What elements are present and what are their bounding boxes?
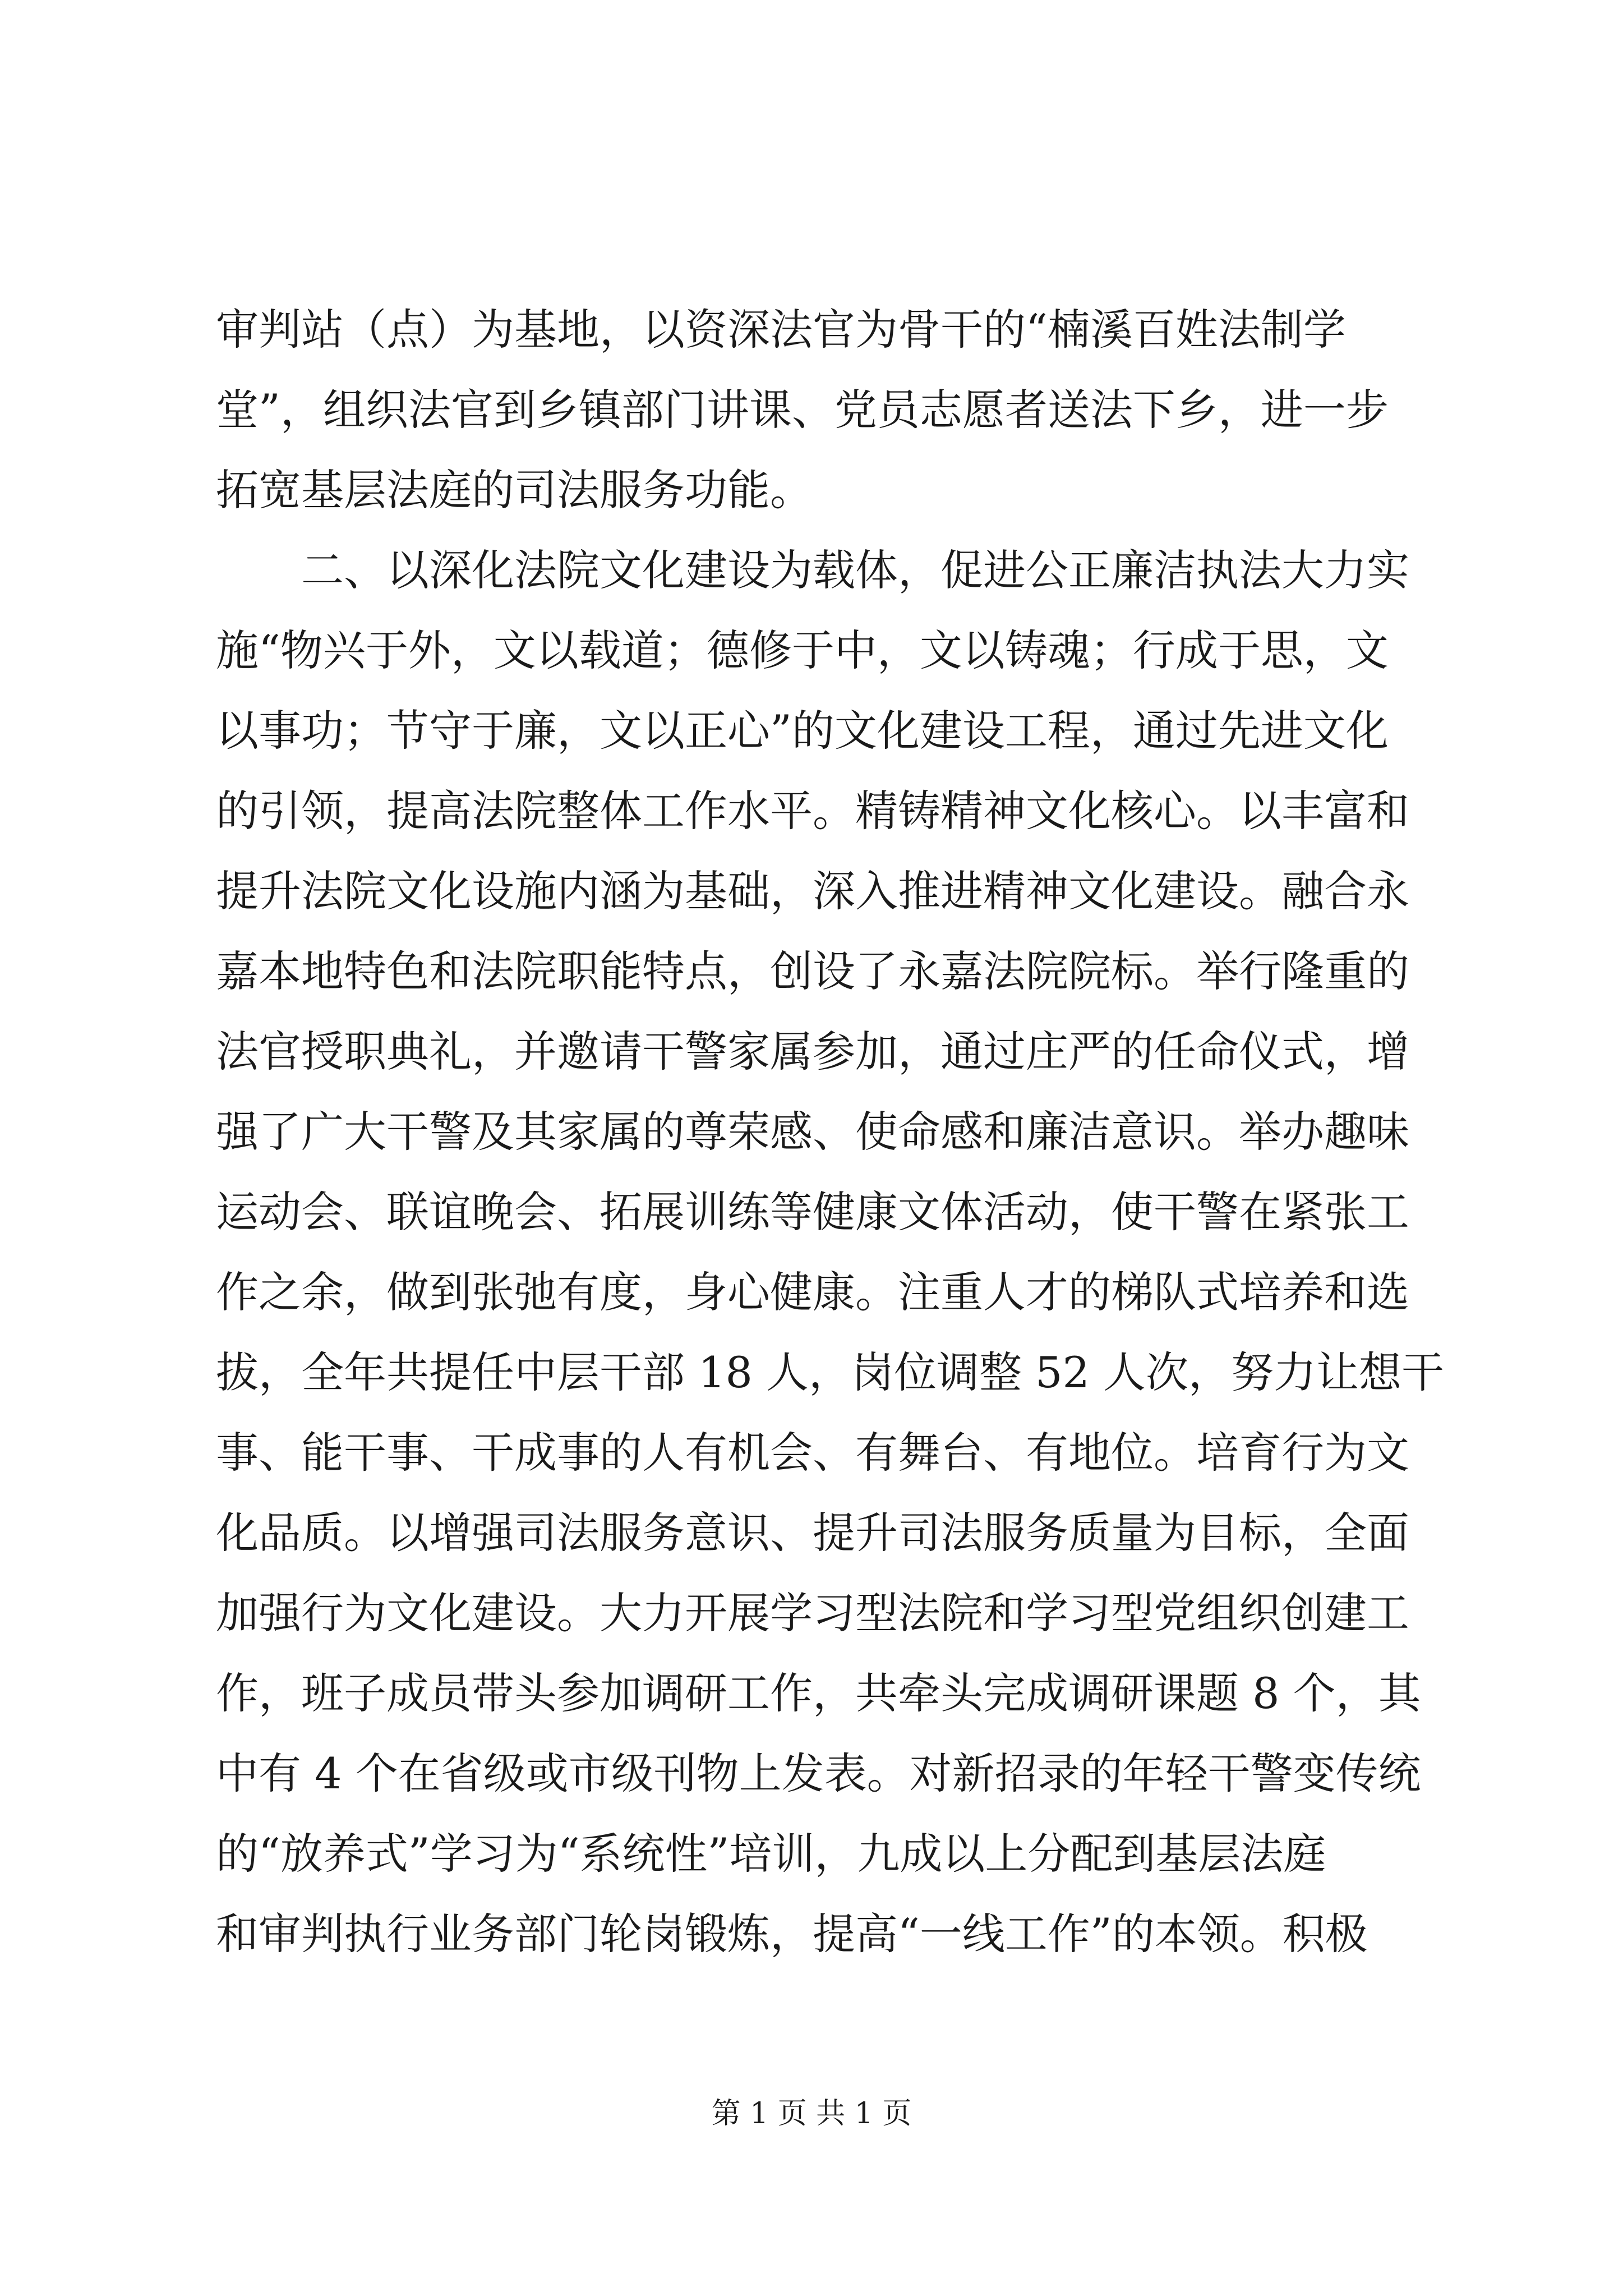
text-line: 堂”，组织法官到乡镇部门讲课、党员志愿者送法下乡，进一步 [216,385,1389,435]
text-line: 强了广大干警及其家属的尊荣感、使命感和廉洁意识。举办趣味 [216,1107,1409,1157]
text-line: 和审判执行业务部门轮岗锻炼，提高“一线工作”的本领。积极 [216,1909,1368,1959]
text-line: 拔，全年共提任中层干部 18 人，岗位调整 52 人次，努力让想干 [216,1347,1445,1397]
text-line: 法官授职典礼，并邀请干警家属参加，通过庄严的任命仪式，增 [216,1027,1409,1076]
text-line: 施“物兴于外，文以载道；德修于中，文以铸魂；行成于思，文 [216,625,1389,675]
text-line: 审判站（点）为基地，以资深法官为骨干的“楠溪百姓法制学 [216,305,1346,355]
text-line: 化品质。以增强司法服务意识、提升司法服务质量为目标，全面 [216,1508,1409,1558]
text-line: 运动会、联谊晚会、拓展训练等健康文体活动，使干警在紧张工 [216,1187,1409,1237]
page-footer: 第 1 页 共 1 页 [711,2097,912,2131]
text-line: 的引领，提高法院整体工作水平。精铸精神文化核心。以丰富和 [216,786,1409,836]
text-line: 加强行为文化建设。大力开展学习型法院和学习型党组织创建工 [216,1588,1409,1638]
text-line: 作，班子成员带头参加调研工作，共牵头完成调研课题 8 个，其 [216,1668,1421,1718]
text-line: 提升法院文化设施内涵为基础，深入推进精神文化建设。融合永 [216,866,1409,916]
text-line: 二、以深化法院文化建设为载体，促进公正廉洁执法大力实 [216,545,1409,595]
text-line: 作之余，做到张弛有度，身心健康。注重人才的梯队式培养和选 [216,1267,1409,1317]
text-line: 拓宽基层法庭的司法服务功能。 [216,465,813,515]
text-line: 以事功；节守于廉，文以正心”的文化建设工程，通过先进文化 [216,706,1389,756]
text-line: 嘉本地特色和法院职能特点，创设了永嘉法院院标。举行隆重的 [216,946,1409,996]
text-line: 的“放养式”学习为“系统性”培训，九成以上分配到基层法庭 [216,1829,1326,1879]
text-line: 中有 4 个在省级或市级刊物上发表。对新招录的年轻干警变传统 [216,1749,1421,1798]
text-line: 事、能干事、干成事的人有机会、有舞台、有地位。培育行为文 [216,1428,1409,1478]
